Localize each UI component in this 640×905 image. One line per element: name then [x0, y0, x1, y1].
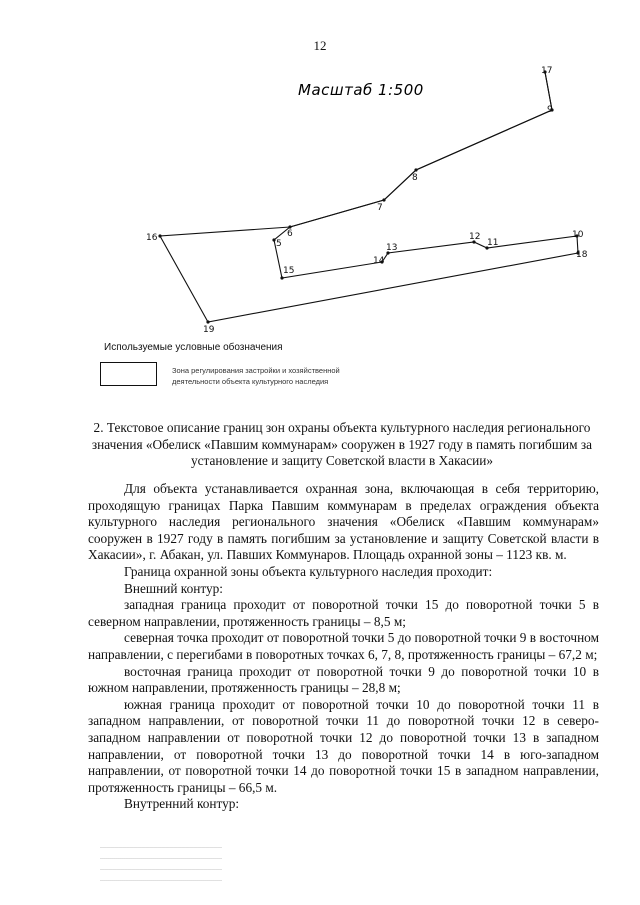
point-label-14: 14 — [373, 256, 385, 266]
point-label-18: 18 — [576, 250, 588, 260]
turning-point-marker — [414, 168, 417, 171]
paragraph-south-boundary: южная граница проходит от поворотной точки 10 до поворотной точки 11 в западном направлении, от поворотной точки 11 до поворотной точки 12 в северо-западном направлении от поворотной точки 12 до поворотной точки 13 в западном направлении, от поворотной точки 13 до поворотной точки 14 в юго-западном направлении, от поворотной точки 14 до поворотной точки 15 в западном направлении, протяженность границы – 66,5 м. — [88, 696, 599, 795]
point-label-17: 17 — [541, 66, 553, 76]
paragraph-outer-contour: Внешний контур: — [124, 580, 223, 596]
map-scale-label: Масштаб 1:500 — [298, 81, 424, 99]
section-heading: 2. Текстовое описание границ зон охраны объекта культурного наследия регионального значения «Обелиск «Павшим коммунарам» сооружен в 1927 году в память погибшим за установление и защиту Советской власти в Хакасии» — [91, 420, 593, 468]
section-body — [88, 481, 599, 813]
point-label-9: 9 — [547, 105, 553, 115]
point-label-6: 6 — [287, 229, 293, 239]
paragraph-boundary-heading: Граница охранной зоны объекта культурного наследия проходит: — [124, 563, 493, 579]
point-label-16: 16 — [146, 233, 158, 243]
paragraph-inner-contour: Внутренний контур: — [124, 796, 240, 812]
turning-point-marker — [280, 276, 283, 279]
boundary-map — [0, 0, 640, 340]
turning-point-marker — [158, 234, 161, 237]
regulation-zone-boundary — [160, 72, 578, 322]
legend-zone-swatch — [100, 362, 157, 386]
legend-zone-label: Зона регулирования застройки и хозяйственной деятельности объекта культурного наследия — [172, 366, 340, 386]
turning-point-marker — [382, 198, 385, 201]
point-label-7: 7 — [377, 203, 383, 213]
outer-zone-boundary — [274, 72, 578, 278]
point-label-12: 12 — [469, 232, 481, 242]
point-label-5: 5 — [276, 239, 282, 249]
point-label-13: 13 — [386, 243, 398, 253]
point-label-11: 11 — [487, 238, 499, 248]
paragraph-zone-intro: Для объекта устанавливается охранная зона, включающая в себя территорию, проходящую границах Парка Павшим коммунарам в пределах ограждения объекта культурного наследия регионального значения «Обелиск «Павшим коммунарам» сооружен в 1927 году в память погибшим за установление и защиту Советской власти в Хакасии», г. Абакан, ул. Павших Коммунаров. Площадь охранной зоны – 1123 кв. м. — [88, 481, 599, 563]
point-label-10: 10 — [572, 230, 584, 240]
faded-stamp — [100, 838, 222, 884]
point-label-19: 19 — [203, 325, 215, 335]
paragraph-west-boundary: западная граница проходит от поворотной точки 15 до поворотной точки 5 в северном направлении, протяженность границы – 8,5 м; — [88, 597, 599, 629]
page-number: 12 — [313, 38, 327, 53]
paragraph-east-boundary: восточная граница проходит от поворотной точки 9 до поворотной точки 10 в южном направлении, протяженность границы – 28,8 м; — [88, 663, 599, 696]
turning-points — [146, 66, 588, 335]
point-label-15: 15 — [283, 266, 295, 276]
point-label-8: 8 — [412, 173, 418, 183]
legend-title: Используемые условные обозначения — [104, 342, 283, 353]
paragraph-north-boundary: северная точка проходит от поворотной точки 5 до поворотной точки 9 в восточном направлении, с перегибами в поворотных точках 6, 7, 8, протяженность границы – 67,2 м; — [88, 630, 599, 662]
turning-point-marker — [206, 320, 209, 323]
